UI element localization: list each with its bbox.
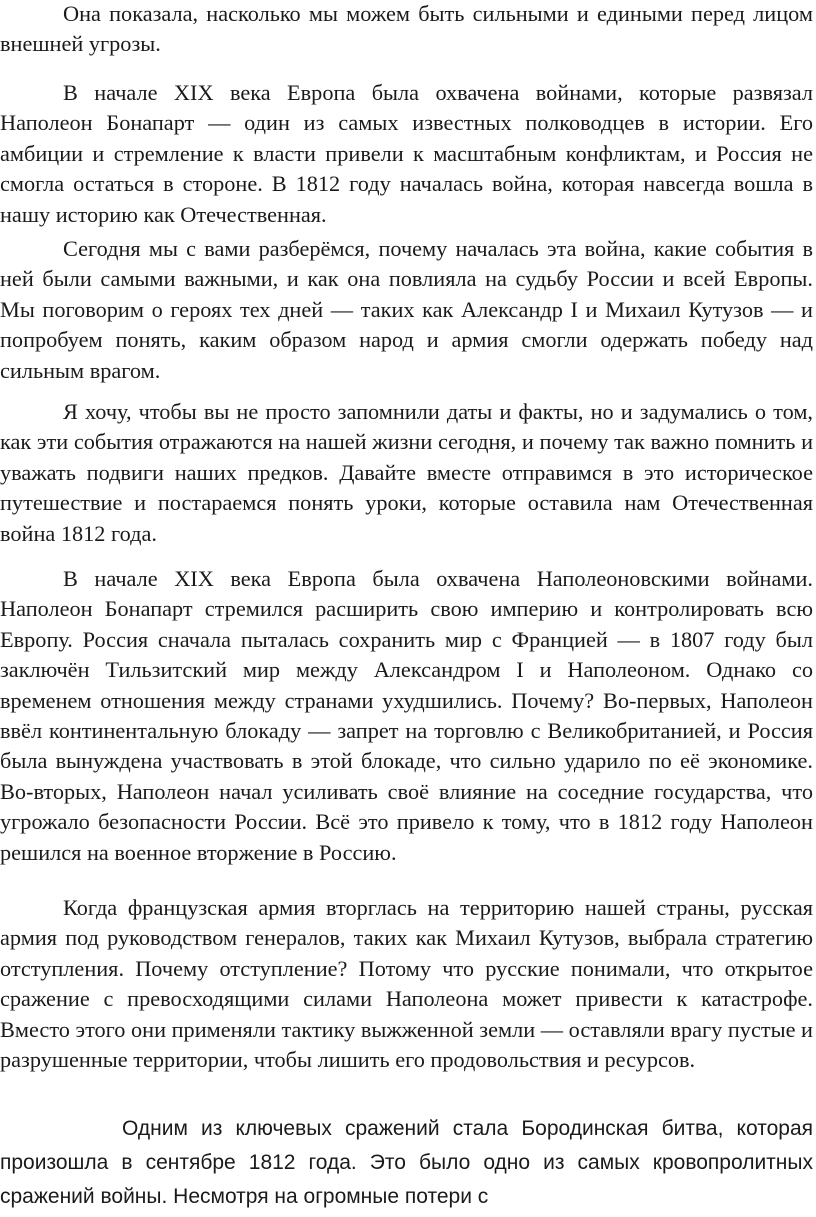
paragraph-6: Когда французская армия вторглась на территорию нашей страны, русская армия под руководством генералов, таких как Михаил Кутузов, выбрала стратегию отступления. Почему отступление? Потому что русские понимали, что открытое сражение с превосходящими силами Наполеона может привести к катастрофе. Вместо этого они применяли тактику выжженной земли — оставляли врагу пустые и разрушенные территории, чтобы лишить его продовольствия и ресурсов. (0, 895, 813, 1073)
paragraph-7: Одним из ключевых сражений стала Бородинская битва, которая произошла в сентябре 1812 года. Это было одно из самых кровопролитных сражений войны. Несмотря на огромные потери с (0, 1117, 813, 1208)
paragraph-2: В начале XIX века Европа была охвачена войнами, которые развязал Наполеон Бонапарт — один из самых известных полководцев в истории. Его амбиции и стремление к власти привели к масштабным конфликтам, и Россия не смогла остаться в стороне. В 1812 году началась война, которая навсегда вошла в нашу историю как Отечественная. (0, 80, 813, 227)
paragraph-1: Она показала, насколько мы можем быть сильными и едиными перед лицом внешней угрозы. (0, 1, 813, 57)
paragraph-5: В начале XIX века Европа была охвачена Наполеоновскими войнами. Наполеон Бонапарт стремился расширить свою империю и контролировать всю Европу. Россия сначала пыталась сохранить мир с Францией — в 1807 году был заключён Тильзитский мир между Александром I и Наполеоном. Однако со временем отношения между странами ухудшились. Почему? Во-первых, Наполеон ввёл континентальную блокаду — запрет на торговлю с Великобританией, и Россия была вынуждена участвовать в этой блокаде, что сильно ударило по её экономике. Во-вторых, Наполеон начал усиливать своё влияние на соседние государства, что угрожало безопасности России. Всё это привело к тому, что в 1812 году Наполеон решился на военное вторжение в Россию. (0, 566, 813, 865)
paragraph-3: Сегодня мы с вами разберёмся, почему началась эта война, какие события в ней были самыми важными, и как она повлияла на судьбу России и всей Европы. Мы поговорим о героях тех дней — таких как Александр I и Михаил Кутузов — и попробуем понять, каким образом народ и армия смогли одержать победу над сильным врагом. (0, 236, 813, 383)
paragraph-4: Я хочу, чтобы вы не просто запомнили даты и факты, но и задумались о том, как эти события отражаются на нашей жизни сегодня, и почему так важно помнить и уважать подвиги наших предков. Давайте вместе отправимся в это историческое путешествие и постараемся понять уроки, которые оставила нам Отечественная война 1812 года. (0, 399, 813, 546)
